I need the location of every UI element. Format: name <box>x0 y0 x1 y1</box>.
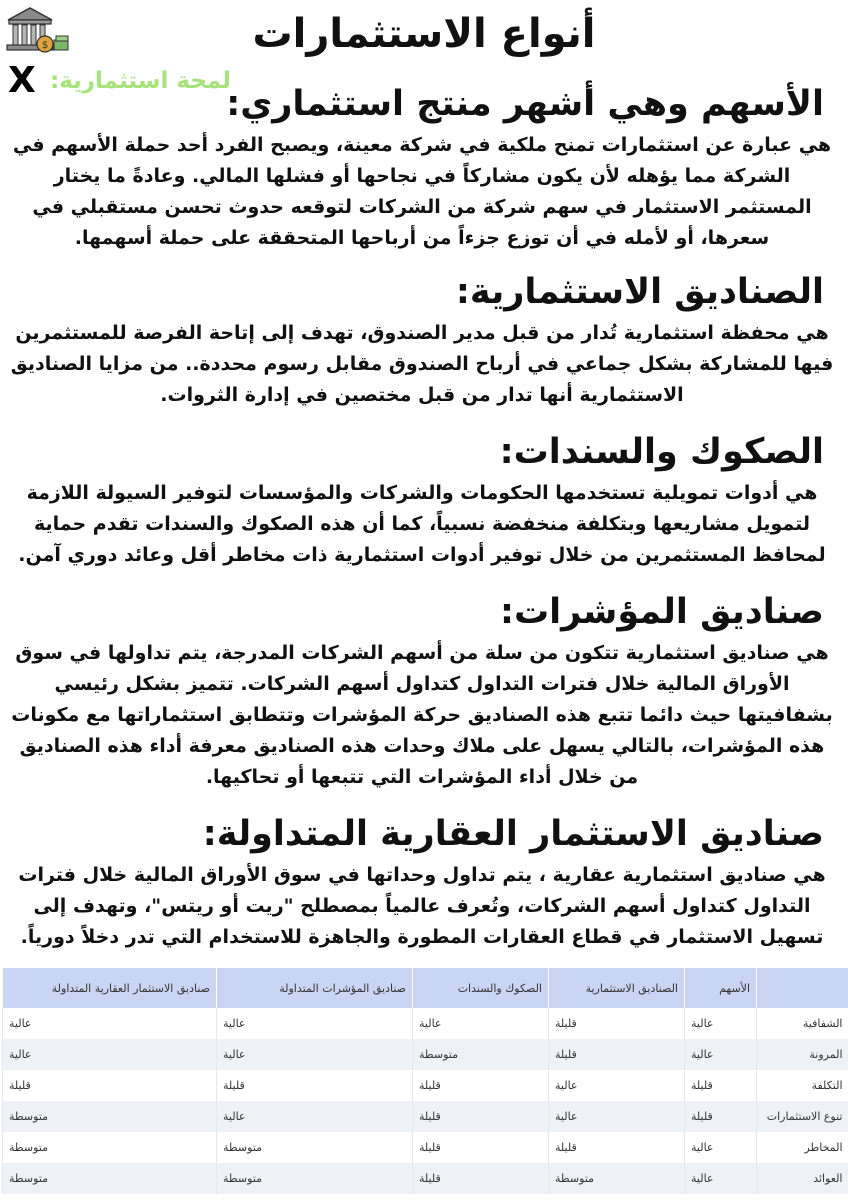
bank-money-icon <box>4 6 70 56</box>
table-cell: عالية <box>217 1008 413 1039</box>
table-cell: متوسطة <box>413 1039 549 1070</box>
table-cell: عالية <box>549 1070 685 1101</box>
table-cell: قليلة <box>3 1070 217 1101</box>
section-sukuk-bonds <box>10 430 834 571</box>
table-row <box>3 1070 848 1101</box>
table-cell: قليلة <box>413 1132 549 1163</box>
table-header-cell: الصناديق الاستثمارية <box>549 968 685 1008</box>
table-cell: عالية <box>3 1039 217 1070</box>
section-heading: صناديق الاستثمار العقارية المتداولة: <box>202 814 824 854</box>
table-row <box>3 1101 848 1132</box>
section-reits <box>10 812 834 953</box>
table-cell: عالية <box>685 1039 757 1070</box>
table-cell: عالية <box>685 1008 757 1039</box>
tagline: لمحة استثمارية: <box>50 68 231 94</box>
row-label: التكلفة <box>757 1070 848 1101</box>
table-cell: متوسطة <box>217 1163 413 1194</box>
svg-text:$: $ <box>41 40 49 51</box>
x-logo-mark: X <box>8 60 36 101</box>
row-label: تنوع الاستثمارات <box>757 1101 848 1132</box>
section-heading: الأسهم وهي أشهر منتج استثماري: <box>226 84 824 124</box>
table-cell: متوسطة <box>549 1163 685 1194</box>
section-body: هي عبارة عن استثمارات تمنح ملكية في شركة معينة، ويصبح الفرد أحد حملة الأسهم في الشركة مما يؤهله لأن يكون مشاركاً في نجاحها أو فشلها المالي. وعادةً ما يختار المستثمر الاستثمار في سهم شركة من الشركات لتوقعه حدوث تحسن مستقبلي في سعرها، أو لأمله في أن توزع جزءاً من أرباحها المتحققة على حملة أسهمها. <box>12 134 832 249</box>
table-cell: متوسطة <box>3 1132 217 1163</box>
comparison-table <box>2 968 848 1194</box>
table-cell: متوسطة <box>3 1163 217 1194</box>
row-label: المرونة <box>757 1039 848 1070</box>
section-body: هي صناديق استثمارية عقارية ، يتم تداول وحداتها في سوق الأوراق المالية خلال فترات التداول كتداول أسهم الشركات، وتُعرف عالمياً بمصطلح "ريت أو ريتس"، وتهدف إلى تسهيل الاستثمار في قطاع العقارات المطورة والجاهزة للاستخدام التي تدر دخلاً دورياً. <box>18 864 826 948</box>
table-cell: عالية <box>413 1008 549 1039</box>
section-funds <box>10 270 834 411</box>
table-cell: قليلة <box>217 1070 413 1101</box>
table-cell: عالية <box>685 1132 757 1163</box>
section-heading: صناديق المؤشرات: <box>500 592 824 632</box>
table-cell: قليلة <box>685 1070 757 1101</box>
table-cell: قليلة <box>413 1163 549 1194</box>
section-body: هي صناديق استثمارية تتكون من سلة من أسهم الشركات المدرجة، يتم تداولها في سوق الأوراق المالية خلال فترات التداول كتداول أسهم الشركات. تتميز بشكل رئيسي بشفافيتها حيث دائما تتبع هذه الصناديق حركة المؤشرات وتتطابق استثماراتها مع مكونات هذه المؤشرات، بالتالي يسهل على ملاك وحدات هذه الصناديق معرفة أداء هذه الصناديق من خلال أداء المؤشرات التي تتبعها أو تحاكيها. <box>11 642 833 788</box>
section-body: هي محفظة استثمارية تُدار من قبل مدير الصندوق، تهدف إلى إتاحة الفرصة للمستثمرين فيها للمشاركة بشكل جماعي في أرباح الصندوق مقابل رسوم محددة.. من مزايا الصناديق الاستثمارية أنها تدار من قبل مختصين في إدارة الثروات. <box>10 322 834 406</box>
table-cell: عالية <box>217 1039 413 1070</box>
table-header-cell: صناديق الاستثمار العقارية المتداولة <box>3 968 217 1008</box>
table-cell: متوسطة <box>3 1101 217 1132</box>
row-label: العوائد <box>757 1163 848 1194</box>
table-cell: قليلة <box>549 1008 685 1039</box>
page-title: أنواع الاستثمارات <box>252 11 596 57</box>
table-row <box>3 1039 848 1070</box>
table-row <box>3 1008 848 1039</box>
table-header-row <box>3 968 848 1008</box>
row-label: المخاطر <box>757 1132 848 1163</box>
table-cell: قليلة <box>549 1132 685 1163</box>
table-row <box>3 1163 848 1194</box>
table-header-cell: الأسهم <box>685 968 757 1008</box>
table-cell: عالية <box>3 1008 217 1039</box>
table-row <box>3 1132 848 1163</box>
table-header-cell: الصكوك والسندات <box>413 968 549 1008</box>
table-cell: قليلة <box>413 1070 549 1101</box>
section-heading: الصناديق الاستثمارية: <box>455 272 824 312</box>
table-cell: عالية <box>685 1163 757 1194</box>
table-header-cell <box>757 968 848 1008</box>
table-header-cell: صناديق المؤشرات المتداولة <box>217 968 413 1008</box>
table-cell: عالية <box>217 1101 413 1132</box>
table-cell: عالية <box>549 1101 685 1132</box>
table-cell: قليلة <box>685 1101 757 1132</box>
table-cell: قليلة <box>549 1039 685 1070</box>
row-label: الشفافية <box>757 1008 848 1039</box>
table-cell: قليلة <box>413 1101 549 1132</box>
section-stocks <box>10 82 834 254</box>
section-body: هي أدوات تمويلية تستخدمها الحكومات والشركات والمؤسسات لتوفير السيولة اللازمة لتمويل مشاريعها وبتكلفة منخفضة نسبياً، كما أن هذه الصكوك والسندات تقدم حماية لمحافظ المستثمرين من خلال توفير أدوات استثمارية ذات مخاطر أقل وعائد دوري آمن. <box>18 482 826 566</box>
table-cell: متوسطة <box>217 1132 413 1163</box>
section-index-funds <box>10 590 834 793</box>
section-heading: الصكوك والسندات: <box>499 432 824 472</box>
